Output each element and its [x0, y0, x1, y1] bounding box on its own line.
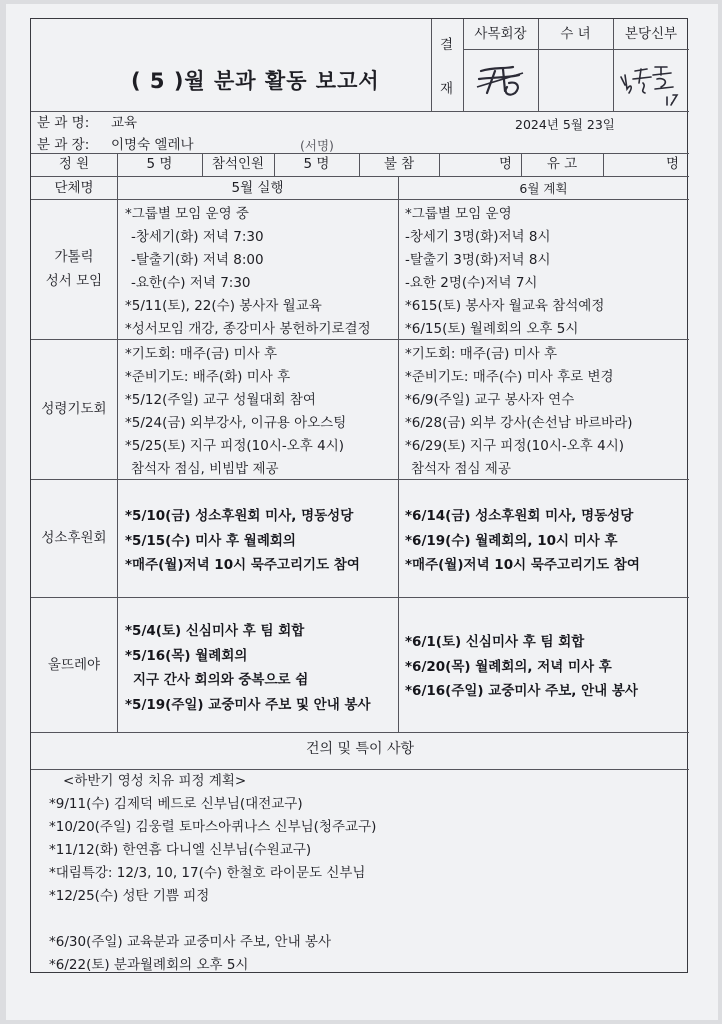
- capacity-value: 5 명: [146, 156, 173, 172]
- notes-line: <하반기 영성 치유 피정 계획>: [63, 773, 247, 789]
- list-item: *그룹별 모임 운영: [405, 206, 512, 222]
- list-item: *6/28(금) 외부 강사(손선남 바르바라): [405, 415, 633, 431]
- notes-line: *11/12(화) 한연흠 다니엘 신부님(수원교구): [49, 842, 312, 858]
- leader-value: 이명숙 엘레나: [111, 137, 194, 153]
- notes-line: *12/25(수) 성탄 기쁨 피정: [49, 888, 210, 904]
- group-vocation-support-current: [125, 504, 360, 578]
- list-item: *매주(월)저녁 10시 묵주고리기도 참여: [125, 557, 360, 573]
- excused-value: 명: [666, 156, 680, 172]
- signature-note: (서명): [300, 138, 334, 153]
- list-item: *기도회: 매주(금) 미사 후: [125, 346, 278, 362]
- list-item: *준비기도: 매주(수) 미사 후로 변경: [405, 369, 614, 385]
- present-label: 참석인원: [211, 156, 265, 172]
- report-paper: [6, 4, 718, 1020]
- department-label: 분 과 명:: [37, 115, 90, 131]
- approval-role-pastor: 본당신부: [624, 26, 678, 42]
- absent-label: 불 참: [383, 156, 415, 172]
- list-item: *6/1(토) 신심미사 후 팀 회합: [405, 634, 585, 650]
- list-item: *5/12(주일) 교구 성월대회 참여: [125, 392, 316, 408]
- list-item: *5/4(토) 신심미사 후 팀 회합: [125, 623, 305, 639]
- notes-header: 건의 및 특이 사항: [305, 741, 415, 757]
- group-bible-study-next: [405, 203, 604, 341]
- group-charismatic-prayer-current: [125, 343, 346, 481]
- list-item: *5/25(토) 지구 피정(10시-오후 4시): [125, 438, 345, 454]
- list-item: *6/20(목) 월례회의, 저녁 미사 후: [405, 658, 612, 675]
- group-name-vocation-support: 성소후원회: [41, 530, 107, 546]
- list-item: *6/9(주일) 교구 봉사자 연수: [405, 392, 575, 408]
- group-name-bible-study: 가톨릭 성서 모임: [45, 249, 103, 289]
- list-item: *성서모임 개강, 종강미사 봉헌하기로결정: [125, 321, 371, 337]
- list-item: *5/15(수) 미사 후 월례회의: [125, 532, 296, 549]
- list-item: *615(토) 봉사자 월교육 참석예정: [405, 298, 605, 314]
- list-item: *준비기도: 배주(화) 미사 후: [125, 369, 291, 385]
- notes-line: *10/20(주일) 김웅렬 토마스아퀴나스 신부님(청주교구): [49, 819, 377, 835]
- col-header-next: 6월 계획: [519, 181, 568, 196]
- list-item: *기도회: 매주(금) 미사 후: [405, 346, 558, 362]
- list-item: -탈출기(화) 저녁 8:00: [131, 252, 264, 268]
- col-header-current: 5월 실행: [231, 180, 284, 196]
- notes-line: *9/11(수) 김제덕 베드로 신부님(대전교구): [49, 796, 303, 812]
- report-frame: [30, 18, 688, 973]
- approval-label-bottom: 재: [440, 81, 454, 97]
- list-item: *5/19(주일) 교중미사 주보 및 안내 봉사: [125, 696, 371, 713]
- absent-value: 명: [499, 156, 513, 172]
- notes-list: [49, 770, 376, 977]
- group-bible-study-current: [125, 203, 371, 341]
- list-item: *5/11(토), 22(수) 봉사자 월교육: [125, 298, 322, 314]
- list-item: *6/19(수) 월례회의, 10시 미사 후: [405, 532, 618, 549]
- group-vocation-support-next: [405, 504, 640, 578]
- notes-line: *대림특강: 12/3, 10, 17(수) 한철호 라이문도 신부님: [49, 865, 366, 881]
- list-item: *6/29(토) 지구 피정(10시-오후 4시): [405, 438, 625, 454]
- report-date: 2024년 5월 23일: [515, 117, 615, 132]
- list-item: -탈출기 3명(화)저녁 8시: [405, 252, 551, 268]
- notes-line: *6/30(주일) 교육분과 교중미사 주보, 안내 봉사: [49, 934, 332, 950]
- signature-pastoral-president: [473, 57, 533, 103]
- list-item: *6/15(토) 월례회의 오후 5시: [405, 321, 579, 337]
- approval-role-sister: 수 녀: [560, 26, 591, 42]
- report-title: ( 5 )월 분과 활동 보고서: [131, 69, 380, 93]
- notes-line: *6/22(토) 분과월례회의 오후 5시: [49, 957, 249, 973]
- list-item: *매주(월)저녁 10시 묵주고리기도 참여: [405, 557, 640, 573]
- present-value: 5 명: [303, 156, 330, 172]
- list-item: *6/14(금) 성소후원회 미사, 명동성당: [405, 508, 634, 524]
- list-item: -요한 2명(수)저녁 7시: [405, 275, 538, 291]
- list-item: 참석자 점심, 비빔밥 제공: [131, 461, 279, 477]
- list-item: 지구 간사 회의와 중복으로 쉼: [133, 672, 309, 688]
- group-name-charismatic-prayer: 성령기도회: [41, 401, 107, 417]
- list-item: -요한(수) 저녁 7:30: [131, 275, 251, 291]
- list-item: *그룹별 모임 운영 중: [125, 206, 249, 222]
- list-item: -창세기 3명(화)저녁 8시: [405, 229, 551, 245]
- department-value: 교육: [111, 115, 138, 131]
- excused-label: 유 고: [546, 156, 578, 172]
- signature-pastor: [617, 57, 687, 109]
- approval-label-top: 결: [440, 37, 454, 53]
- list-item: *5/10(금) 성소후원회 미사, 명동성당: [125, 508, 354, 524]
- col-header-group: 단체명: [54, 180, 94, 196]
- group-ultreya-next: [405, 630, 638, 704]
- list-item: 참석자 점심 제공: [411, 461, 511, 477]
- capacity-label: 정 원: [58, 156, 90, 172]
- list-item: *6/16(주일) 교중미사 주보, 안내 봉사: [405, 683, 638, 699]
- notes-line: [49, 908, 376, 931]
- list-item: *5/24(금) 외부강사, 이규용 아오스팅: [125, 415, 347, 431]
- approval-role-pastoral-president: 사목회장: [474, 26, 527, 42]
- list-item: *5/16(목) 월례회의: [125, 647, 248, 664]
- group-name-ultreya: 울뜨레야: [47, 656, 101, 673]
- group-ultreya-current: [125, 619, 371, 717]
- group-charismatic-prayer-next: [405, 343, 633, 481]
- list-item: -창세기(화) 저녁 7:30: [131, 229, 264, 245]
- leader-label: 분 과 장:: [37, 137, 90, 153]
